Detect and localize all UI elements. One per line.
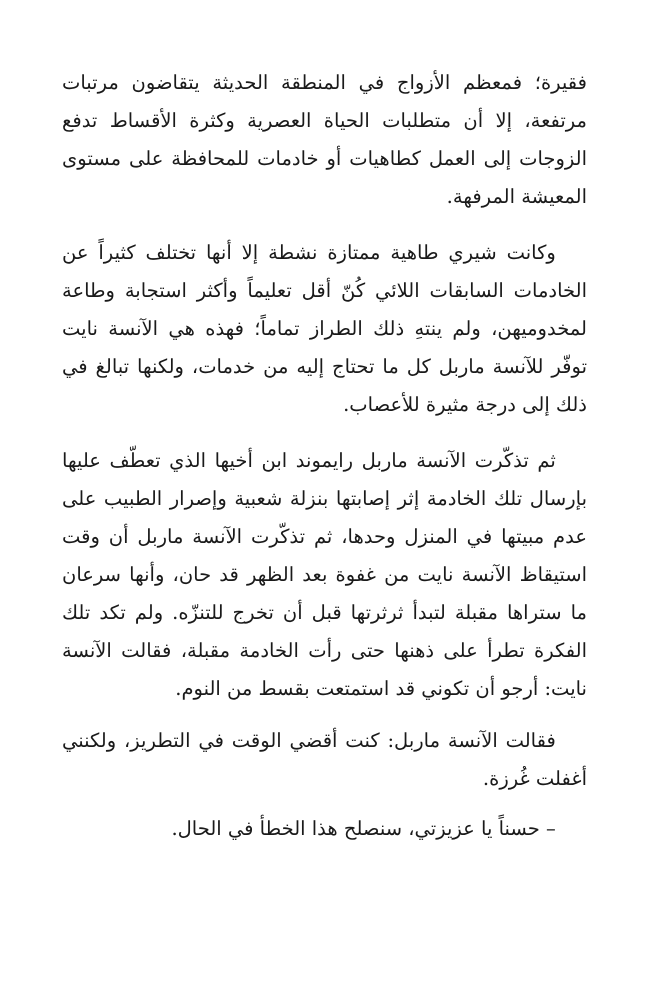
- paragraph-1: فقيرة؛ فمعظم الأزواج في المنطقة الحديثة يتقاضون مرتبات مرتفعة، إلا أن متطلبات الحياة العصرية وكثرة الأقساط تدفع الزوجات إلى العمل كطاهيات أو خادمات للمحافظة على مستوى المعيشة المرفهة.: [62, 71, 587, 208]
- dialogue-line: – حسناً يا عزيزتي، سنصلح هذا الخطأ في الحال.: [171, 817, 556, 840]
- paragraph-4: فقالت الآنسة ماربل: كنت أقضي الوقت في التطريز، ولكنني أغفلت غُرزة.: [62, 729, 587, 790]
- paragraph-3: ثم تذكّرت الآنسة ماربل رايموند ابن أخيها الذي تعطّف عليها بإرسال تلك الخادمة إثر إصابتها بنزلة شعبية وإصرار الطبيب على عدم مبيتها في المنزل وحدها، ثم تذكّرت الآنسة ماربل أن وقت استيقاظ الآنسة نايت من غفوة بعد الظهر قد حان، وأنها سرعان ما ستراها مقبلة لتبدأ ثرثرتها قبل أن تخرج للتنزّه. ولم تكد تلك الفكرة تطرأ على ذهنها حتى رأت الخادمة مقبلة، فقالت الآنسة نايت: أرجو أن تكوني قد استمتعت بقسط من النوم.: [62, 449, 587, 700]
- paragraph-2: وكانت شيري طاهية ممتازة نشطة إلا أنها تختلف كثيراً عن الخادمات السابقات اللائي كُنّ أقل تعليماً وأكثر استجابة وطاعة لمخدوميهن، ولم ينتهِ ذلك الطراز تماماً؛ فهذه هي الآنسة نايت توفّر للآنسة ماربل كل ما تحتاج إليه من خدمات، ولكنها تبالغ في ذلك إلى درجة مثيرة للأعصاب.: [62, 241, 587, 416]
